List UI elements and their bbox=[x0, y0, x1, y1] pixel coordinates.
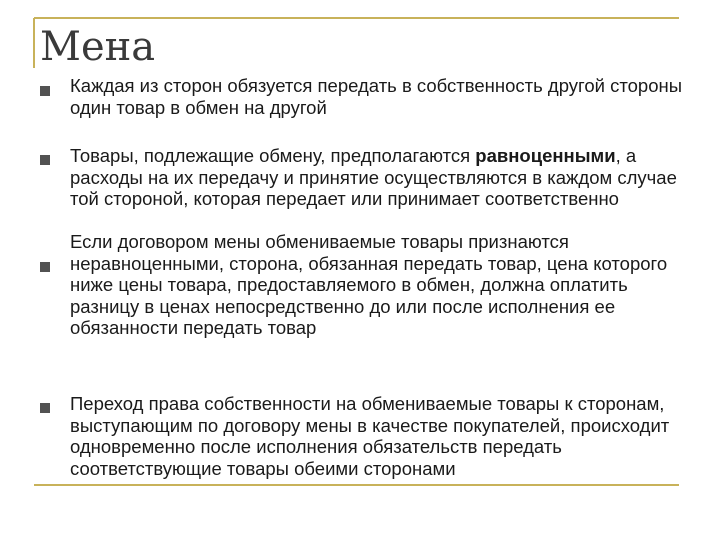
slide-title: Мена bbox=[40, 24, 156, 70]
square-bullet-icon bbox=[40, 86, 50, 96]
list-item-text: Каждая из сторон обязуется передать в собственность другой стороны один товар в обмен на другой bbox=[70, 75, 683, 118]
list-item-text: Если договором мены обмениваемые товары признаются неравноценными, сторона, обязанная передать товар, цена которого ниже цены товара, предоставляемого в обмен, должна оплатить разницу в ценах непосредственно до или после исполнения ее обязанности передать товар bbox=[70, 231, 668, 338]
list-item-text: Переход права собственности на обмениваемые товары к сторонам, выступающим по договору мены в качестве покупателей, происходит одновременно после исполнения обязательств передать соответствующие товары обеими сторонами bbox=[70, 393, 670, 479]
square-bullet-icon bbox=[40, 155, 50, 165]
list-item-emphasis: равноценными bbox=[475, 145, 616, 166]
square-bullet-icon bbox=[40, 262, 50, 272]
frame-left-line bbox=[33, 18, 35, 68]
list-item-text bbox=[70, 145, 690, 210]
list-item-text-end: , а расходы на их передачу и принятие осуществляются в каждом случае той стороной, которая передает или принимает соответственно bbox=[70, 145, 677, 209]
square-bullet-icon bbox=[40, 403, 50, 413]
frame-bottom-line bbox=[34, 484, 679, 486]
frame-top-line bbox=[34, 17, 679, 19]
list-item-text-start: Товары, подлежащие обмену, предполагаются bbox=[70, 145, 476, 166]
